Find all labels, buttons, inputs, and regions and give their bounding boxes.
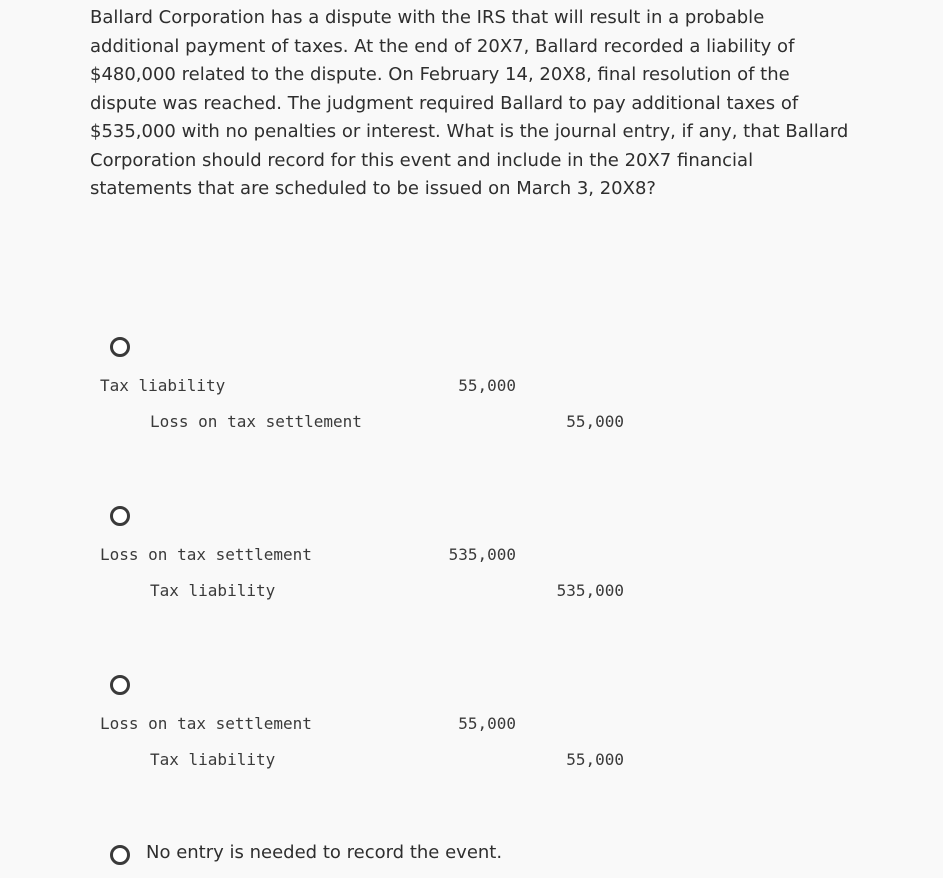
option-2-radio[interactable] <box>110 506 130 526</box>
option-3-credit-amount: 55,000 <box>566 750 624 769</box>
option-3-debit-amount: 55,000 <box>458 714 516 733</box>
question-text: Ballard Corporation has a dispute with the IRS that will result in a probable additional payment of taxes. At the end of 20X7, Ballard recorded a liability of $480,000 related to the dispute. On February 14, 20X8, final resolution of the dispute was reached. The judgment required Ballard to pay additional taxes of $535,000 with no penalties or interest. What is the journal entry, if any, that Ballard Corporation should record for this event and include in the 20X7 financial statements that are scheduled to be issued on March 3, 20X8? <box>90 7 849 199</box>
option-4-radio[interactable] <box>110 845 130 865</box>
option-2-debit-account: Loss on tax settlement <box>100 545 312 564</box>
option-4-label[interactable]: No entry is needed to record the event. <box>146 842 503 863</box>
option-1-credit-amount: 55,000 <box>566 412 624 431</box>
option-2-credit-account: Tax liability <box>150 581 276 600</box>
option-3-radio[interactable] <box>110 675 130 695</box>
option-1-debit-amount: 55,000 <box>458 376 516 395</box>
option-2-debit-amount: 535,000 <box>448 545 516 564</box>
option-1-debit-account: Tax liability <box>100 376 226 395</box>
option-3-debit-account: Loss on tax settlement <box>100 714 312 733</box>
option-1-radio[interactable] <box>110 337 130 357</box>
option-3-credit-account: Tax liability <box>150 750 276 769</box>
option-2-credit-amount: 535,000 <box>556 581 624 600</box>
option-1-credit-account: Loss on tax settlement <box>150 412 362 431</box>
